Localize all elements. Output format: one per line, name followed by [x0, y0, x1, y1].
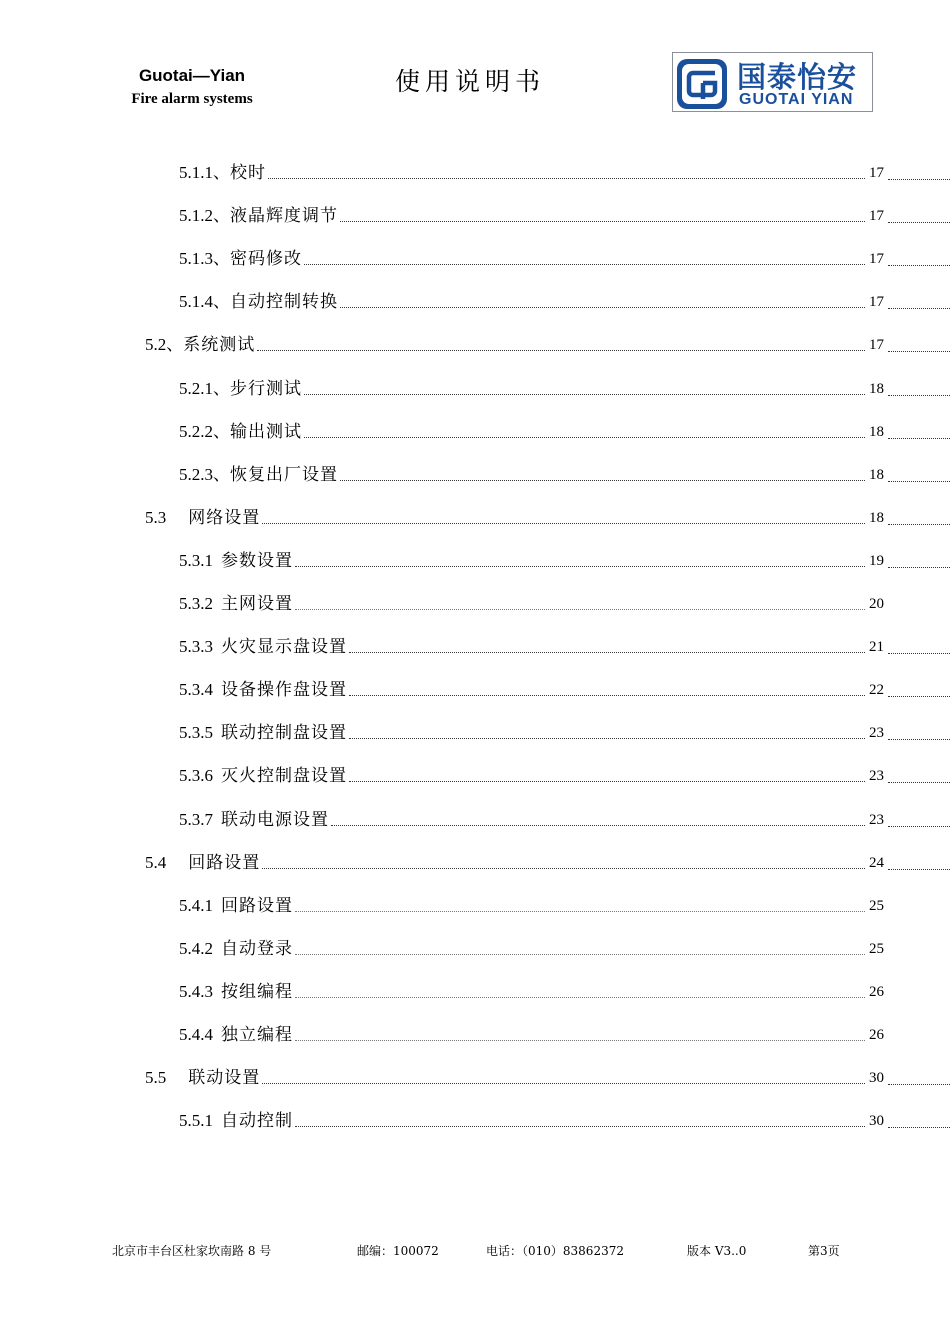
toc-entry[interactable] [179, 459, 867, 485]
toc-trailing-dots [888, 308, 950, 309]
toc-leader-dots [268, 178, 865, 179]
toc-leader-dots [340, 480, 865, 481]
toc-trailing-dots [888, 179, 950, 180]
toc-section-title: 参数设置 [221, 551, 293, 571]
toc-entry[interactable] [145, 1062, 867, 1088]
toc-trailing-dots [888, 1127, 950, 1128]
toc-page-number: 17 [869, 251, 884, 267]
toc-section-number: 5.2.2 [179, 422, 213, 441]
toc-entry[interactable] [179, 760, 867, 786]
toc-section-number: 5.3.6 [179, 766, 213, 785]
toc-entry[interactable] [179, 804, 867, 830]
toc-entry[interactable] [179, 200, 867, 226]
toc-section-title: 联动设置 [188, 1068, 261, 1088]
toc-separator: 、 [166, 335, 184, 355]
toc-section-number: 5.4 [145, 853, 167, 872]
toc-page-number: 19 [869, 553, 884, 569]
toc-entry[interactable] [179, 416, 867, 442]
toc-page-number: 18 [869, 424, 884, 440]
toc-entry[interactable] [179, 157, 867, 183]
toc-leader-dots [349, 695, 865, 696]
footer-address: 北京市丰台区杜家坎南路 8 号 [112, 1244, 272, 1258]
toc-leader-dots [295, 1040, 865, 1041]
toc-trailing-dots [888, 696, 950, 697]
brand-subtitle: Fire alarm systems [131, 91, 253, 107]
toc-section-title: 自动登录 [221, 939, 293, 959]
toc-leader-dots [295, 997, 865, 998]
toc-page-number: 24 [869, 855, 884, 871]
toc-entry[interactable] [179, 717, 867, 743]
toc-entry[interactable] [179, 890, 867, 916]
toc-section-title: 网络设置 [188, 508, 261, 528]
toc-page-number: 26 [869, 984, 884, 1000]
header-left [112, 66, 272, 108]
footer-postcode: 邮编：100072 [357, 1244, 439, 1258]
logo-english-text: GUOTAI YIAN [739, 91, 854, 108]
toc-section-number: 5.4.1 [179, 896, 213, 915]
toc-leader-dots [295, 1126, 865, 1127]
toc-entry[interactable] [145, 502, 867, 528]
logo-chinese-text: 国泰怡安 [737, 60, 858, 94]
toc-section-title: 输出测试 [230, 422, 302, 442]
toc-section-number: 5.1.3 [179, 249, 213, 268]
toc-section-title: 系统测试 [183, 335, 256, 355]
toc-section-title: 主网设置 [221, 594, 293, 614]
toc-entry[interactable] [179, 631, 867, 657]
toc-section-number: 5.5 [145, 1068, 167, 1087]
toc-section-title: 设备操作盘设置 [221, 680, 347, 700]
toc-leader-dots [304, 437, 865, 438]
toc-page-number: 30 [869, 1113, 884, 1129]
toc-section-number: 5.1.4 [179, 292, 213, 311]
footer-page-number: 第3页 [808, 1244, 840, 1258]
toc-section-title: 校时 [230, 163, 266, 183]
toc-entry[interactable] [145, 329, 867, 355]
toc-page-number: 18 [869, 467, 884, 483]
toc-page-number: 18 [869, 381, 884, 397]
toc-trailing-dots [888, 869, 950, 870]
toc-leader-dots [295, 911, 865, 912]
toc-page-number: 26 [869, 1027, 884, 1043]
toc-separator: 、 [213, 163, 230, 183]
toc-page-number: 23 [869, 768, 884, 784]
toc-trailing-dots [888, 222, 950, 223]
toc-section-number: 5.3 [145, 508, 167, 527]
toc-page-number: 30 [869, 1070, 884, 1086]
toc-trailing-dots [888, 265, 950, 266]
toc-leader-dots [262, 1083, 865, 1084]
company-logo [672, 52, 873, 112]
toc-trailing-dots [888, 1084, 950, 1085]
toc-page-number: 25 [869, 898, 884, 914]
toc-leader-dots [331, 825, 865, 826]
toc-entry[interactable] [179, 373, 867, 399]
toc-section-number: 5.2 [145, 335, 167, 354]
toc-section-title: 灭火控制盘设置 [221, 766, 347, 786]
logo-mark-icon [677, 59, 727, 109]
toc-section-number: 5.3.2 [179, 594, 213, 613]
toc-section-number: 5.4.3 [179, 982, 213, 1001]
document-title: 使用说明书 [394, 67, 545, 96]
toc-section-number: 5.1.1 [179, 163, 213, 182]
toc-entry[interactable] [179, 286, 867, 312]
toc-section-number: 5.2.3 [179, 465, 213, 484]
toc-separator: 、 [213, 292, 230, 312]
toc-section-number: 5.5.1 [179, 1111, 213, 1130]
toc-section-title: 回路设置 [221, 896, 293, 916]
toc-page-number: 25 [869, 941, 884, 957]
toc-section-number: 5.2.1 [179, 379, 213, 398]
toc-trailing-dots [888, 782, 950, 783]
toc-entry[interactable] [179, 976, 867, 1002]
toc-page-number: 23 [869, 812, 884, 828]
toc-trailing-dots [888, 524, 950, 525]
brand-name: Guotai—Yian [138, 66, 246, 85]
toc-section-title: 恢复出厂设置 [230, 465, 338, 485]
toc-page-number: 17 [869, 337, 884, 353]
toc-section-title: 回路设置 [188, 853, 261, 873]
toc-entry[interactable] [179, 674, 867, 700]
toc-section-number: 5.1.2 [179, 206, 213, 225]
toc-leader-dots [349, 738, 865, 739]
toc-separator: 、 [213, 422, 230, 442]
toc-section-title: 火灾显示盘设置 [221, 637, 347, 657]
toc-section-number: 5.4.2 [179, 939, 213, 958]
toc-section-title: 联动控制盘设置 [221, 723, 347, 743]
toc-page-number: 17 [869, 208, 884, 224]
toc-section-number: 5.3.5 [179, 723, 213, 742]
toc-separator: 、 [213, 379, 230, 399]
toc-leader-dots [295, 566, 865, 567]
toc-leader-dots [262, 523, 865, 524]
toc-section-title: 密码修改 [230, 249, 302, 269]
toc-leader-dots [262, 868, 865, 869]
toc-trailing-dots [888, 826, 950, 827]
toc-entry[interactable] [179, 588, 867, 614]
footer-phone: 电话：（010）83862372 [486, 1244, 624, 1258]
toc-leader-dots [349, 652, 865, 653]
toc-section-number: 5.3.7 [179, 810, 213, 829]
toc-section-title: 液晶辉度调节 [230, 206, 338, 226]
toc-trailing-dots [888, 351, 950, 352]
toc-entry[interactable] [179, 1105, 867, 1131]
toc-leader-dots [304, 394, 865, 395]
toc-trailing-dots [888, 567, 950, 568]
toc-separator: 、 [213, 465, 230, 485]
toc-page-number: 17 [869, 165, 884, 181]
toc-page-number: 20 [869, 596, 884, 612]
toc-leader-dots [340, 221, 865, 222]
toc-page-number: 17 [869, 294, 884, 310]
toc-leader-dots [295, 954, 865, 955]
toc-trailing-dots [888, 739, 950, 740]
toc-separator: 、 [213, 249, 230, 269]
toc-entry[interactable] [179, 545, 867, 571]
toc-leader-dots [349, 781, 865, 782]
toc-section-number: 5.4.4 [179, 1025, 213, 1044]
toc-section-title: 自动控制 [221, 1111, 293, 1131]
toc-separator: 、 [213, 206, 230, 226]
toc-trailing-dots [888, 395, 950, 396]
toc-leader-dots [340, 307, 865, 308]
toc-section-title: 联动电源设置 [221, 810, 329, 830]
toc-leader-dots [295, 609, 865, 610]
footer-version: 版本 V3..0 [687, 1244, 747, 1258]
toc-trailing-dots [888, 438, 950, 439]
toc-page-number: 23 [869, 725, 884, 741]
toc-section-number: 5.3.4 [179, 680, 213, 699]
toc-entry[interactable] [179, 1019, 867, 1045]
toc-page-number: 18 [869, 510, 884, 526]
toc-entry[interactable] [179, 243, 867, 269]
toc-section-title: 自动控制转换 [230, 292, 338, 312]
toc-page-number: 21 [869, 639, 884, 655]
toc-section-title: 按组编程 [221, 982, 293, 1002]
toc-entry[interactable] [179, 933, 867, 959]
toc-section-title: 步行测试 [230, 379, 302, 399]
toc-page-number: 22 [869, 682, 884, 698]
toc-section-title: 独立编程 [221, 1025, 293, 1045]
toc-section-number: 5.3.1 [179, 551, 213, 570]
toc-leader-dots [304, 264, 865, 265]
toc-entry[interactable] [145, 847, 867, 873]
toc-section-number: 5.3.3 [179, 637, 213, 656]
toc-trailing-dots [888, 653, 950, 654]
toc-trailing-dots [888, 481, 950, 482]
toc-leader-dots [257, 350, 865, 351]
